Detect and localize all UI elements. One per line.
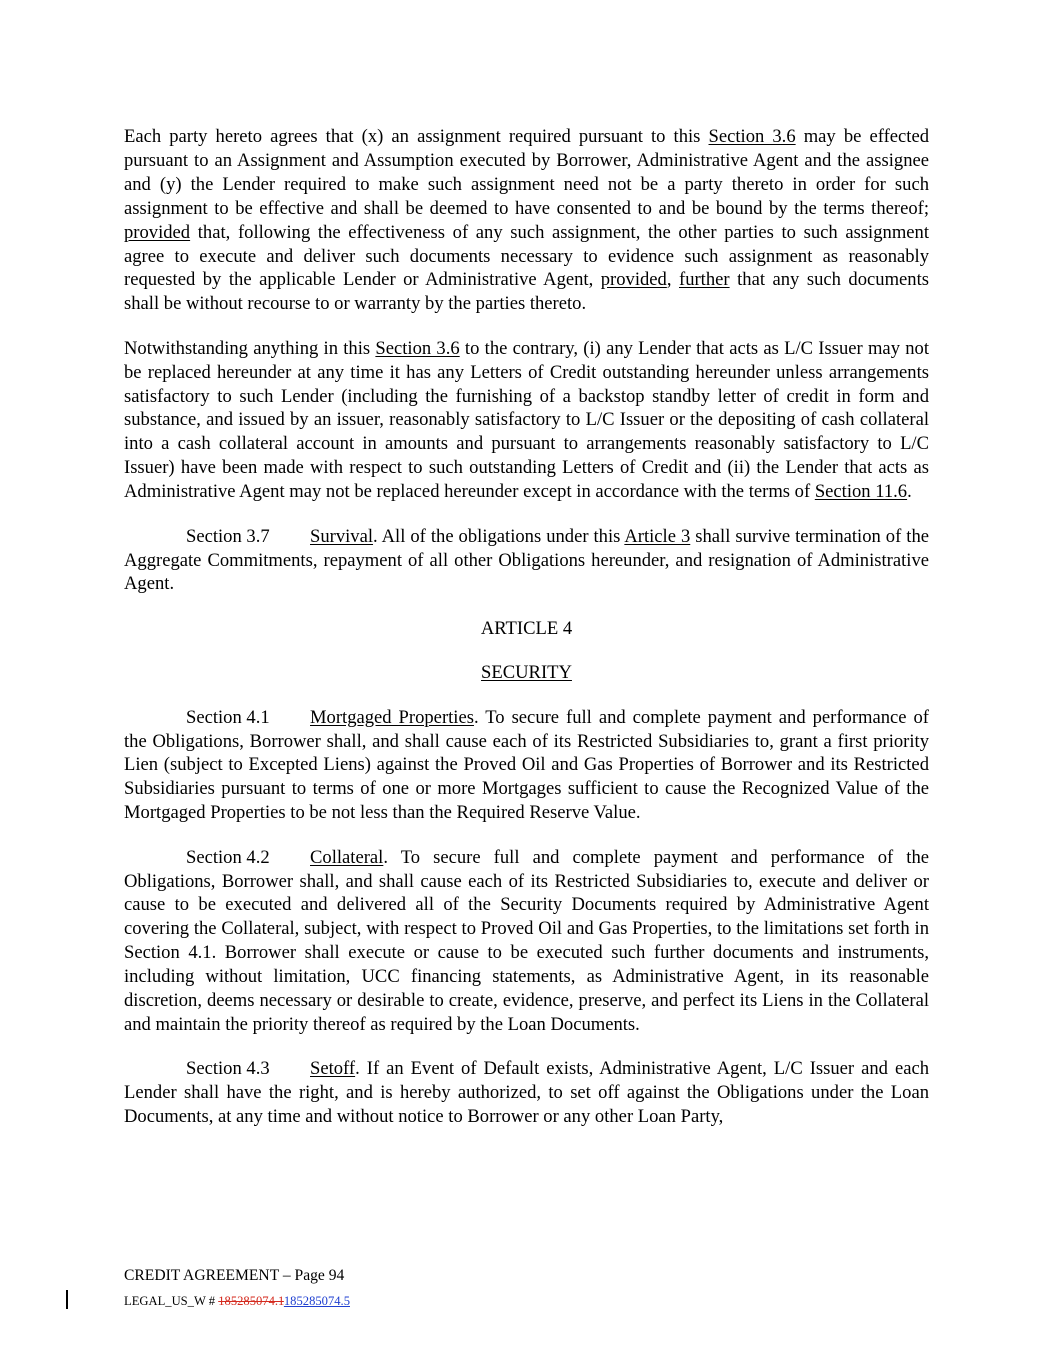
doc-id-deleted: 185285074.1 [218,1294,284,1308]
document-body [124,125,929,1150]
paragraph-assignment-effectiveness [124,125,929,316]
text-run: that, following the effectiveness of any such assignment, the other parties to such assignment agree to execute and deliver such documents necessary to evidence such assignment as reasonably requested by the applicable Lender or Administrative Agent, [124,221,929,291]
section-ref-3-6: Section 3.6 [708,126,796,147]
text-run: . If an Event of Default exists, Administrative Agent, L/C Issuer and each Lender shall have the right, and is hereby authorized, to set off against the Obligations under the Loan Documents, at any time and without notice to Borrower or any other Loan Party, [124,1058,929,1128]
section-title: Collateral [310,846,384,868]
text-run: . To secure full and complete payment and performance of the Obligations, Borrower shall, and shall cause each of its Restricted Subsidiaries to, grant a first priority Lien (subject to Excepted Liens) against the Proved Oil and Gas Properties of Borrower and its Restricted Subsidiaries pursuant to terms of one or more Mortgages sufficient to cause the Recognized Value of the Mortgaged Properties to be not less than the Required Reserve Value. [124,706,929,824]
section-number: Section 3.7 [186,525,270,547]
article-ref-3: Article 3 [624,525,691,547]
text-run: Notwithstanding anything in this [124,337,376,359]
section-4-1 [124,706,929,826]
section-number: Section 4.2 [186,846,270,868]
paragraph-notwithstanding [124,337,929,504]
text-run: shall survive termination of the Aggregate Commitments, repayment of all other Obligations hereunder, and resignation of Administrative Agent. [124,525,929,595]
doc-id-prefix: LEGAL_US_W # [124,1294,219,1308]
provided-term: provided [600,269,667,291]
section-3-7 [124,525,929,597]
article-title [124,661,929,685]
section-title: Mortgaged Properties [310,706,474,728]
section-4-2 [124,846,929,1037]
section-number: Section 4.3 [186,1058,270,1080]
section-4-3 [124,1057,929,1129]
section-title: Survival [310,525,374,547]
footer-page-label: CREDIT AGREEMENT – Page 94 [124,1267,345,1284]
further-term: further [679,269,730,291]
footer-document-id [124,1293,350,1309]
revision-change-bar [66,1290,68,1309]
text-run: , [666,269,679,291]
section-ref-11-6: Section 11.6 [814,481,908,503]
text-run: . [907,481,912,503]
text-run: to the contrary, (i) any Lender that acts as L/C Issuer may not be replaced hereunder at any time it has any Letters of Credit outstanding hereunder unless arrangements satisfactory to such Lender (including the furnishing of a backstop standby letter of credit in form and substance, and issued by an issuer, reasonably satisfactory to L/C Issuer or the depositing of cash collateral into a cash collateral account in amounts and pursuant to arrangements reasonably satisfactory to L/C Issuer) have been made with respect to such outstanding Letters of Credit and (ii) the Lender that acts as Administrative Agent may not be replaced hereunder except in accordance with the terms of [124,337,930,503]
article-title-text: SECURITY [481,662,572,684]
text-run: Each party hereto agrees that (x) an assignment required pursuant to this [124,126,709,147]
text-run: may be effected pursuant to an Assignment and Assumption executed by Borrower, Administrative Agent and the assignee and (y) the Lender required to make such assignment need not be a party thereto in order for such assignment to be effective and shall be deemed to have consented to and be bound by the terms thereof; [124,126,929,219]
text-run: that any such documents shall be without recourse to or warranty by the parties thereto. [124,269,929,315]
section-number: Section 4.1 [186,706,270,728]
text-run: . All of the obligations under this [373,525,625,547]
article-heading: ARTICLE 4 [480,617,573,639]
section-ref-3-6: Section 3.6 [375,337,460,359]
doc-id-inserted: 185285074.5 [283,1294,350,1308]
text-run: . To secure full and complete payment and performance of the Obligations, Borrower shall, and shall cause each of its Restricted Subsidiaries to, execute and deliver or cause to be executed and delivered all of the Security Documents required by Administrative Agent covering the Collateral, subject, with respect to Proved Oil and Gas Properties, to the limitations set forth in Section 4.1. Borrower shall execute or cause to be executed such further documents and instruments, including without limitation, UCC financing statements, as Administrative Agent, in its reasonable discretion, deems necessary or desirable to create, evidence, preserve, and perfect its Liens in the Collateral and maintain the priority thereof as required by the Loan Documents. [124,846,929,1035]
provided-term: provided [124,221,191,243]
section-title: Setoff [310,1058,356,1080]
